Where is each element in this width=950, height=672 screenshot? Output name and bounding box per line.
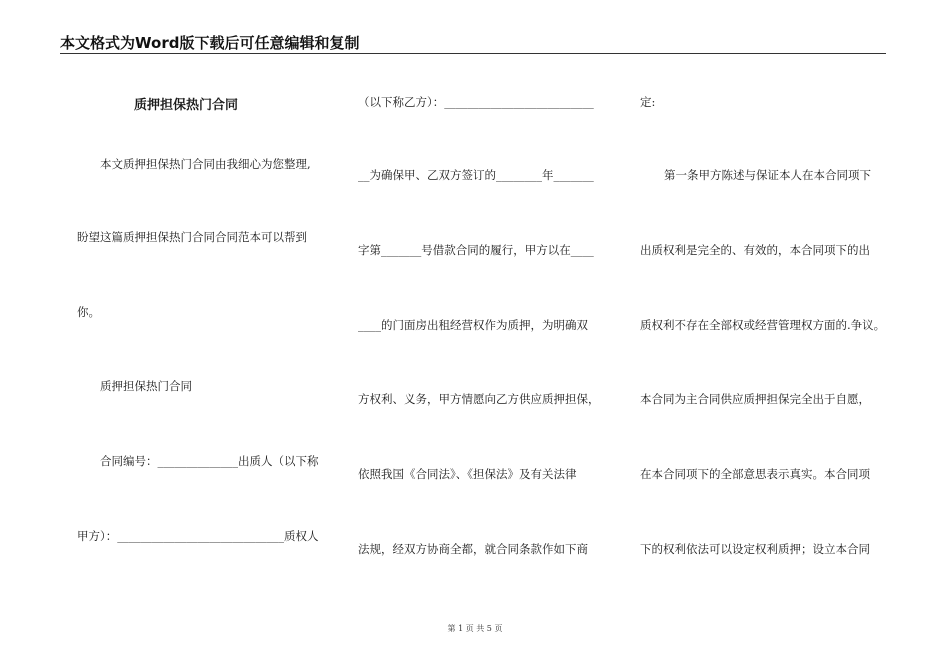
paragraph-line: 定: xyxy=(640,95,656,109)
document-title: 质押担保热门合同 xyxy=(134,98,239,113)
paragraph-line: 甲方）：_____________________________质权人 xyxy=(77,529,319,543)
article-heading: 第一条甲方陈述与保证本人在本合同项下 xyxy=(664,168,871,182)
paragraph-line: 字第_______号借款合同的履行，甲方以在____ xyxy=(358,243,594,257)
paragraph-line: 质权利不存在全部权或经营管理权方面的.争议。 xyxy=(640,318,886,332)
paragraph-line: 合同编号：______________出质人（以下称 xyxy=(100,454,319,468)
paragraph-line: 依照我国《合同法》、《担保法》及有关法律 xyxy=(358,467,577,481)
paragraph-line: 在本合同项下的全部意思表示真实。本合同项 xyxy=(640,467,870,481)
paragraph-line: 下的权利依法可以设定权利质押；设立本合同 xyxy=(640,542,870,556)
header-divider xyxy=(60,53,886,54)
section-heading: 质押担保热门合同 xyxy=(100,379,192,393)
document-banner: 本文格式为Word版下载后可任意编辑和复制 xyxy=(60,34,360,52)
paragraph-line: __为确保甲、乙双方签订的________年_______ xyxy=(358,168,594,182)
paragraph-line: 法规，经双方协商全都，就合同条款作如下商 xyxy=(358,542,588,556)
paragraph-line: （以下称乙方）：__________________________ xyxy=(358,95,594,109)
paragraph-line: 盼望这篇质押担保热门合同合同范本可以帮到 xyxy=(77,230,307,244)
page-number: 第 1 页 共 5 页 xyxy=(447,624,503,633)
paragraph-line: 你。 xyxy=(77,305,100,319)
paragraph-line: 方权利、义务，甲方情愿向乙方供应质押担保， xyxy=(358,392,600,406)
paragraph-line: 本合同为主合同供应质押担保完全出于自愿， xyxy=(640,392,870,406)
paragraph-line: 本文质押担保热门合同由我细心为您整理, xyxy=(100,157,311,171)
paragraph-line: ____的门面房出租经营权作为质押，为明确双 xyxy=(358,318,588,332)
paragraph-line: 出质权利是完全的、有效的，本合同项下的出 xyxy=(640,243,870,257)
